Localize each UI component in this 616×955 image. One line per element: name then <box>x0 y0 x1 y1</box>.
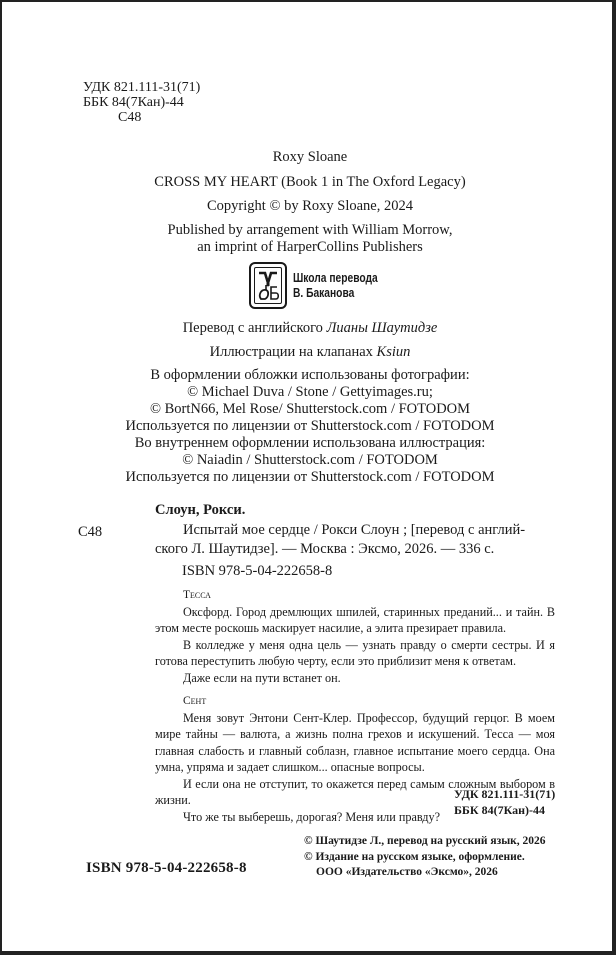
classification-codes-top <box>83 80 200 125</box>
bibliographic-author-heading: Слоун, Рокси. <box>155 502 246 518</box>
isbn: ISBN 978-5-04-222658-8 <box>86 860 247 876</box>
bibliographic-description: Испытай мое сердце / Рокси Слоун ; [перевод с англий- ского Л. Шаутидзе]. — Москва : Эксмо, 2026. — 336 с. <box>155 522 526 557</box>
annotation-paragraph: Что же ты выберешь, дорогая? Меня или правду? <box>183 809 441 824</box>
udk-code: УДК 821.111-31(71) <box>454 787 556 801</box>
annotation-heading-sent: Сент <box>183 695 207 707</box>
bibliographic-isbn: ISBN 978-5-04-222658-8 <box>182 563 333 579</box>
annotation-paragraph: В колледже у меня одна цель — узнать правду о смерти сестры. И я готова переступить любую черту, если это приблизит меня к ответам. <box>155 637 555 668</box>
author-mark: С48 <box>118 110 142 125</box>
translation-school-logo-icon <box>249 262 287 309</box>
russian-edition-copyright: © Шаутидзе Л., перевод на русский язык, 2026 © Издание на русском языке, оформление. ООО «Издательство «Эксмо», 2026 <box>304 835 546 878</box>
translation-credit: Перевод с английского Лианы Шаутидзе <box>182 320 438 336</box>
interior-illustration-credits: Во внутреннем оформлении использована иллюстрация: © Naiadin / Shutterstock.com / FOTODOM Используется по лицензии от Shutterstock.com / FOTODOM <box>125 435 495 485</box>
annotation-paragraph: Оксфорд. Город дремлющих шпилей, старинных преданий... и тайн. В этом месте роскошь маскирует насилие, а элита презирает правила. <box>155 604 555 635</box>
original-title: CROSS MY HEART (Book 1 in The Oxford Legacy) <box>154 174 466 190</box>
bbk-code: ББК 84(7Кан)-44 <box>454 803 546 817</box>
bibliographic-author-mark: С48 <box>78 524 103 540</box>
translation-school-logo <box>249 262 396 309</box>
illustration-credit: Иллюстрации на клапанах Ksiun <box>209 344 411 360</box>
annotation-paragraph: Меня зовут Энтони Сент-Клер. Профессор, будущий герцог. В моем мире тайны — валюта, а жизнь полна грехов и искушений. Тесса — моя главная слабость и главный соблазн, главное испытание моего сердца. Она умна, упряма и задает слишком... опасные вопросы. <box>155 710 555 774</box>
annotation-paragraph: Даже если на пути встанет он. <box>183 670 341 685</box>
cover-photo-credits: В оформлении обложки использованы фотографии: © Michael Duva / Stone / Gettyimages.ru; © BortN66, Mel Rose/ Shutterstock.com / FOTODOM Используется по лицензии от Shutterstock.com / FOTODOM <box>125 367 495 434</box>
bbk-code: ББК 84(7Кан)-44 <box>83 95 184 110</box>
monogram-icon <box>257 271 279 301</box>
illustrator-name: Ksiun <box>376 344 411 360</box>
original-copyright: Copyright © by Roxy Sloane, 2024 <box>207 198 413 214</box>
translator-name: Лианы Шаутидзе <box>326 320 438 336</box>
original-author: Roxy Sloane <box>272 149 348 165</box>
annotation-heading-tessa: Тесса <box>183 589 211 601</box>
publishing-arrangement: Published by arrangement with William Morrow, an imprint of HarperCollins Publishers <box>167 222 453 255</box>
udk-code: УДК 821.111-31(71) <box>83 80 201 95</box>
translation-school-name: Школа перевода В. Баканова <box>293 270 378 300</box>
classification-codes-bottom <box>454 786 555 818</box>
annotation-paragraph: И если она не отступит, то окажется перед самым сложным выбором в жизни. <box>155 776 555 807</box>
